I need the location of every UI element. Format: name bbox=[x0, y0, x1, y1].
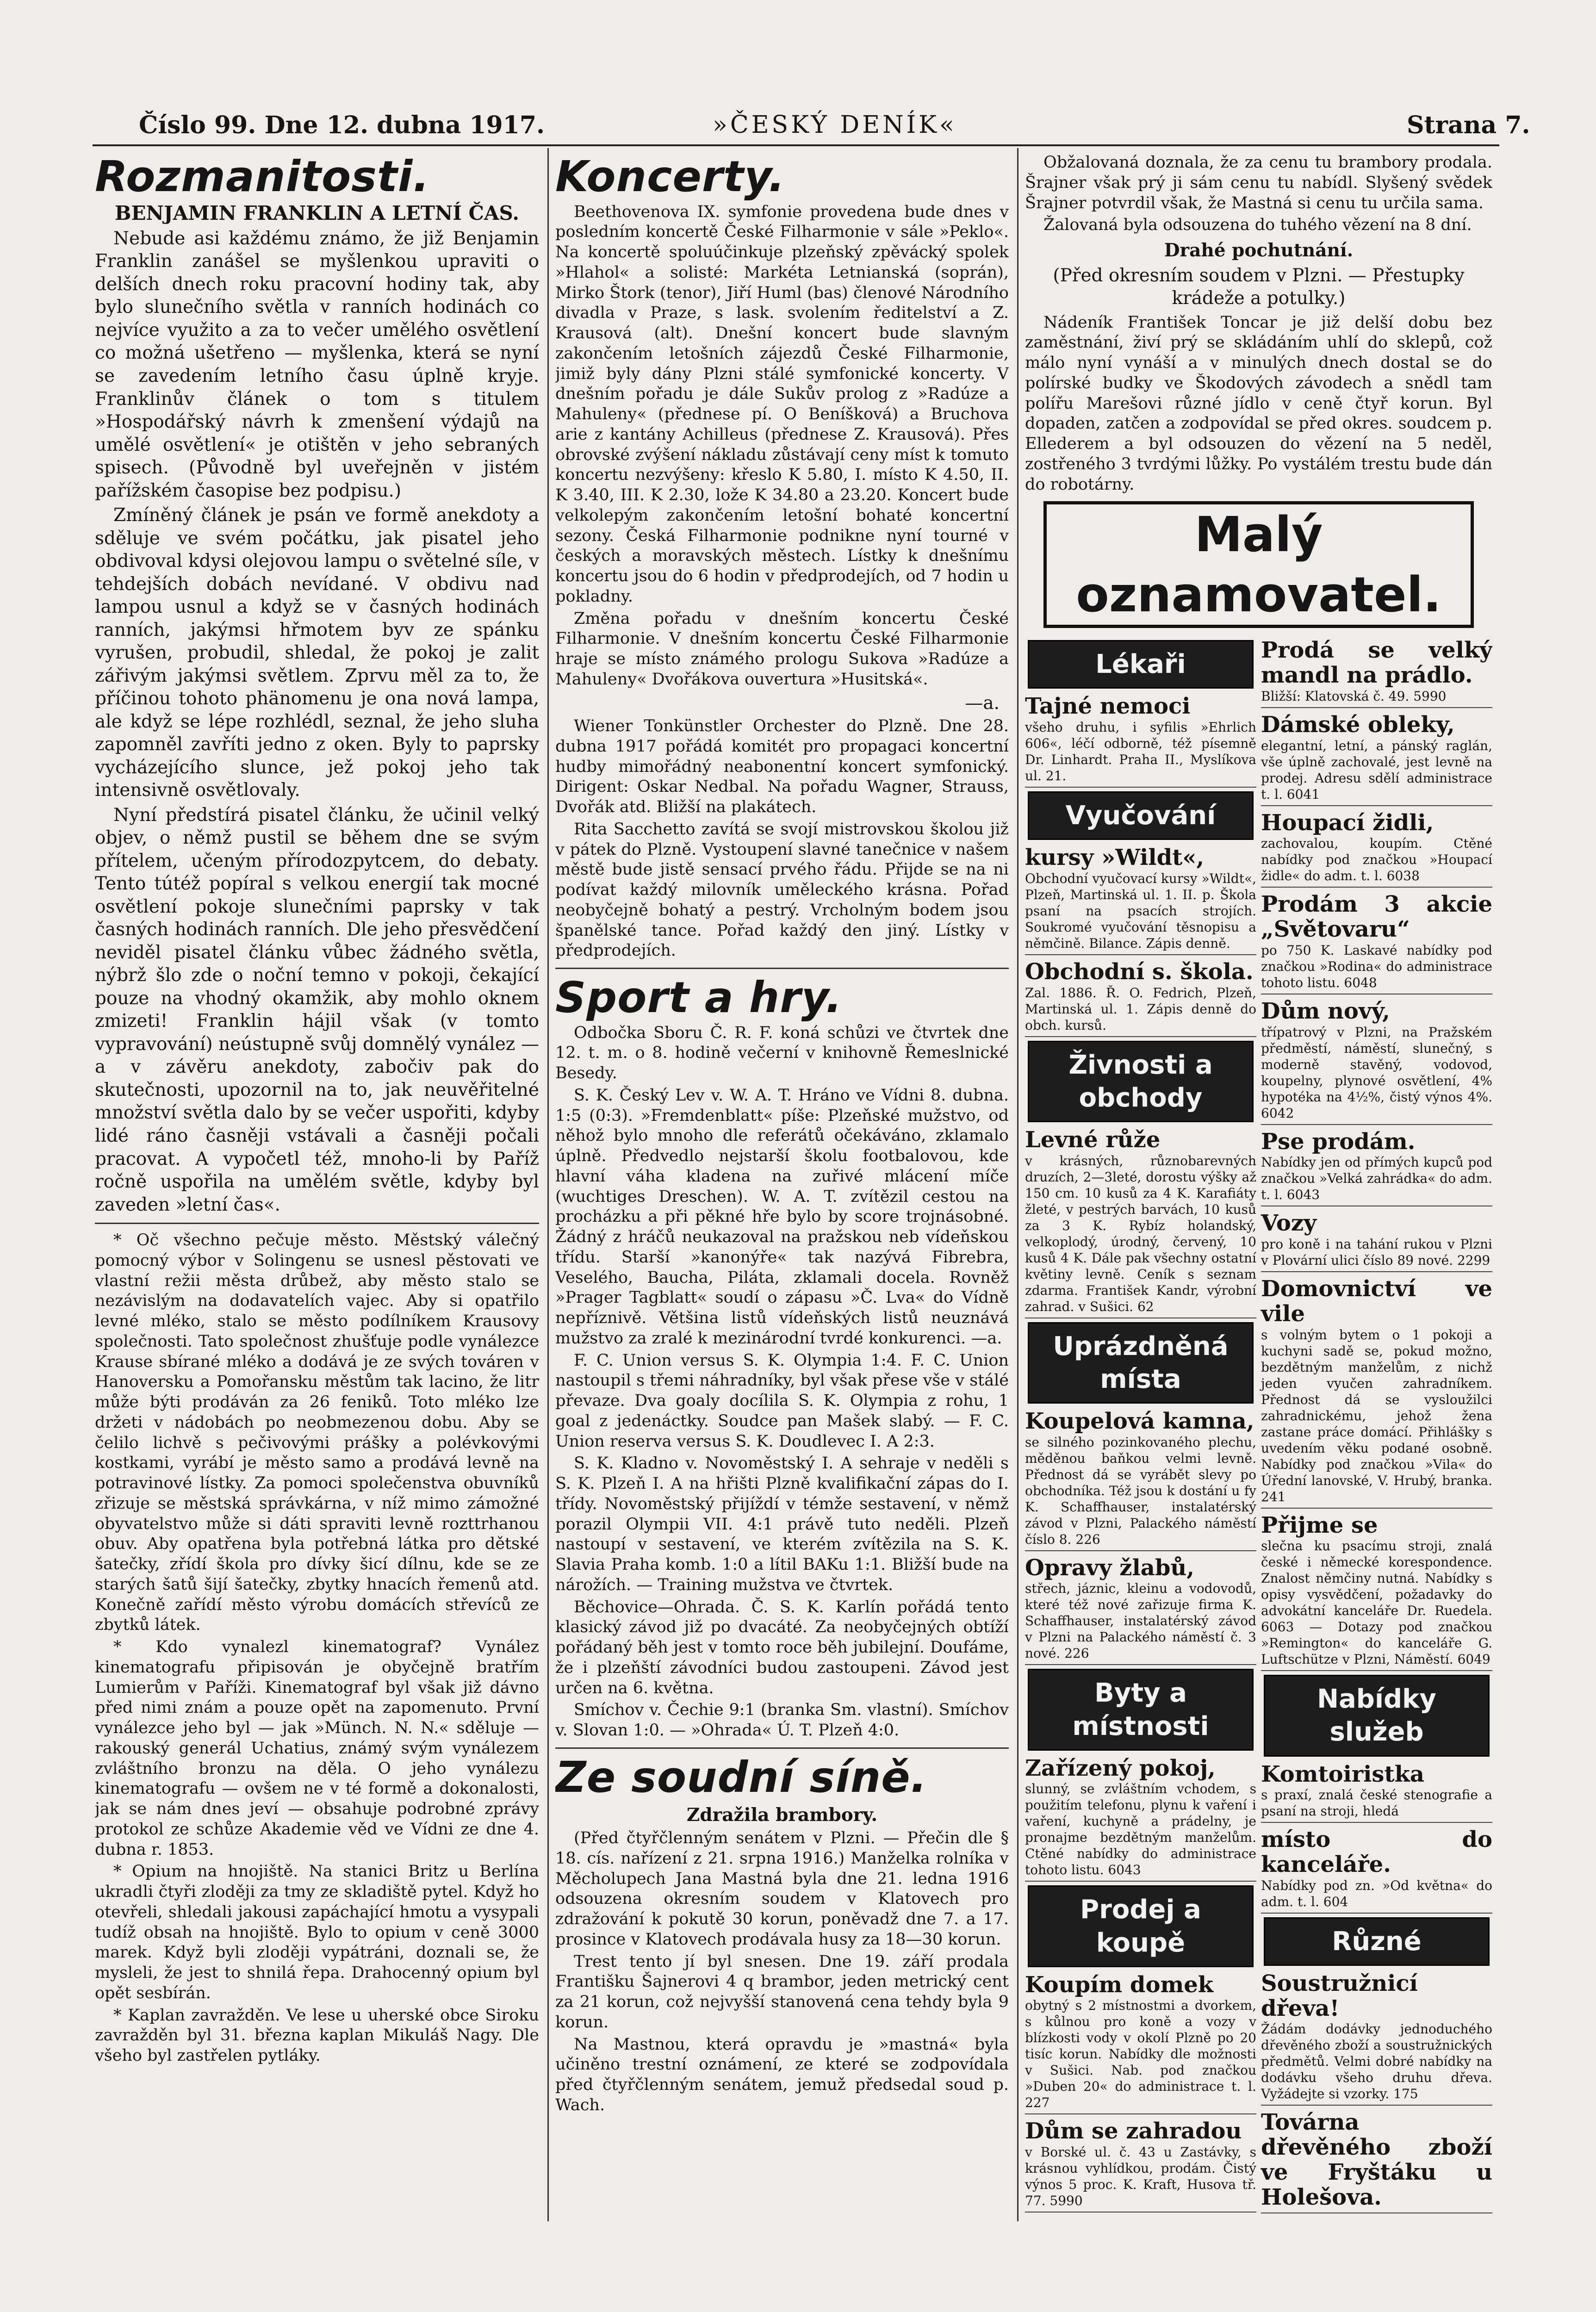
newspaper-title: »ČESKÝ DENÍK« bbox=[713, 111, 957, 139]
classified-ad-text: všeho druhu, i syfilis »Ehrlich 606«, léčí odborně, též písemně Dr. Linhardt. Praha II., Myslíkova ul. 21. bbox=[1025, 720, 1256, 784]
classified-ad-headline: Prodá se velký mandl na prádlo. bbox=[1261, 637, 1492, 689]
article-paragraph: Nebude asi každému známo, že již Benjamin Franklin zanášel se myšlenkou upraviti o delších dnech roku pracovní hodiny tak, aby bylo slunečního světla v ranních hodinách co nejvíce využito a za to večer umělého osvětlení co možná ušetřeno — myšlenka, která se nyní se zavedením letního času úplně kryje. Franklinův článek o tom s titulem »Hospodářský návrh k zmenšení výdajů na umělé osvětlení« je otištěn v jeho sebraných spisech. (Původně byl uveřejněn v jistém pařížském časopise bez podpisu.) bbox=[95, 228, 539, 501]
classified-ad-headline: Dámské obleky, bbox=[1261, 711, 1455, 738]
classified-ad-text: zachovalou, koupím. Ctěné nabídky pod značkou »Houpací židle« do adm. t. l. 6038 bbox=[1261, 836, 1492, 884]
classified-category-header: Různé bbox=[1264, 1917, 1490, 1966]
classified-category-header: Vyučování bbox=[1028, 791, 1254, 840]
classified-ad bbox=[1025, 1554, 1256, 1666]
sport-paragraph: S. K. Kladno v. Novoměstský I. A sehraje v neděli s S. K. Plzeň I. A na hřišti Plzně kvalifikační zápas do I. třídy. Novoměstský přijíždí v témže sestavení, v němž porazil Olympii VII. 4:1 právě tuto neděli. Plzeň nastoupí v sestavení, ve kterém zvítězila na S. K. Slavia Praha komb. 1:0 a lítil BAKu 1:1. Bližší bude na nárožích. — Training mužstva ve čtvrtek. bbox=[555, 1454, 1009, 1594]
classified-ad-headline: Zařízený pokoj, bbox=[1025, 1755, 1216, 1781]
classified-ad bbox=[1261, 1826, 1492, 1914]
classified-ad-headline: místo do kanceláře. bbox=[1261, 1827, 1492, 1878]
classified-ad-headline: Opravy žlabů, bbox=[1025, 1554, 1195, 1581]
sport-paragraph: Odbočka Sboru Č. R. F. koná schůzi ve čtvrtek dne 12. t. m. o 8. hodině večerní v knihovně Řemeslnické Besedy. bbox=[555, 1023, 1009, 1083]
header-rule bbox=[93, 144, 1499, 146]
classified-ad bbox=[1261, 1760, 1492, 1823]
classified-ad bbox=[1261, 1511, 1492, 1672]
news-note: * Oč všechno pečuje město. Městský válečný pomocný výbor v Solingenu se usnesl pěstovati ve vlastní režii města drůbež, aby město stalo se nezávislým na dodavatelích vajec. Aby si opatřilo levné mléko, stalo se město podílníkem Krausovy společnosti. Tato společnost zhušťuje podle vynálezce Krause sbírané mléko a dodává je ze svých továren v Hanoversku a Pomořansku městům tak lacino, že litr může býti prodáván za 26 feniků. Toto mléko lze držeti v nádobách po neobmezenou dobu. Aby se čelilo lichvě s pečivovými prášky a polévkovými kostkami, vyrábí je město samo a prodává levně na potravinové lístky. Za pomoci společenstva obuvníků zřizuje se městská správkárna, v níž mimo zámožné obyvatelstvo může si dáti spraviti levně rozttrhanou obuv. Aby opatřena byla potřebná látka pro dětské šatečky, zřídí škola pro dívky šicí dílnu, kde se ze starých šatů šijí šatečky, zbytky hnacích řemenů atd. Konečně zařídí město výrobu domácích střevíců ze zbytků látek. bbox=[95, 1231, 539, 1635]
classified-category-header: Lékaři bbox=[1028, 640, 1254, 689]
classified-ad-headline: Dům nový, bbox=[1261, 998, 1390, 1024]
court-paragraph: Obžalovaná doznala, že za cenu tu brambory prodala. Šrajner však prý ji sám cenu tu nabídl. Slyšený svědek Šrajner potvrdil však, že Mastná si cenu tu určila sama. bbox=[1025, 153, 1492, 212]
classified-ad bbox=[1025, 1754, 1256, 1882]
section-title-koncerty: Koncerty. bbox=[555, 153, 785, 201]
classifieds-grid bbox=[1025, 636, 1492, 2216]
classified-ad bbox=[1261, 890, 1492, 994]
section-title-soudni-sin: Ze soudní síně. bbox=[555, 1752, 927, 1802]
court-paragraph: Trest tento jí byl snesen. Dne 19. září prodala Františku Šajnerovi 4 q brambor, jeden metrický cent za 21 korun, což nejvyšší stanovená cena tehdy byla 9 korun. bbox=[555, 1952, 1009, 2032]
classified-ad-text: v krásných, různobarevných druzích, 2—3leté, dorostu výšky až 150 cm. 10 kusů za 4 K. Karafiáty žleté, v pestrých barvách, 10 kusů za 3 K. Rybíz holandský, velkoplodý, úrodný, červený, 10 kusů 4 K. Dále pak všechny ostatní květiny levně. Ceník s seznam zdarma. František Kandr, výrobní zahrad. v Sušici. 62 bbox=[1025, 1153, 1256, 1314]
author-signature: —a. bbox=[965, 692, 1000, 714]
classified-ad-text: střech, jáznic, kleinu a vodovodů, které též nové zařizuje firma K. Schaffhauser, instalatérský závod v Plzni na Palackého náměstí č. 3 nové. 226 bbox=[1025, 1581, 1256, 1661]
sport-paragraph: F. C. Union versus S. K. Olympia 1:4. F. C. Union nastoupil s třemi náhradníky, byl však přese vše v stálé převaze. Dva goaly docílila S. K. Olympia z rohu, 1 goal z jedenáctky. Soudce pan Mašek slabý. — F. C. Union reserva versus S. K. Doudlevec I. A 2:3. bbox=[555, 1351, 1009, 1451]
court-paragraph: Nádeník František Toncar je již delší dobu bez zaměstnání, živí prý se skládáním uhlí do sklepů, což málo nyní vynáší a v minulých dnech dostal se do polírské budky ve Škodových závodech a snědl tam polířu Marešovi různé jídlo v ceně čtyř korun. Byl dopaden, zatčen a zodpovídal se před okres. soudcem p. Ellederem a byl odsouzen do vězení na 5 neděl, zostřeného 3 tvrdými lůžky. Po vystálém trestu bude dán do robotárny. bbox=[1025, 313, 1492, 494]
divider bbox=[555, 1747, 1009, 1749]
classified-ad bbox=[1261, 1209, 1492, 1272]
classified-ad bbox=[1025, 1407, 1256, 1551]
classified-ad-headline: Dům se zahradou bbox=[1025, 2118, 1242, 2144]
classified-ad bbox=[1261, 1970, 1492, 2106]
classified-ad bbox=[1025, 958, 1256, 1037]
sport-paragraph: S. K. Český Lev v. W. A. T. Hráno ve Vídni 8. dubna. 1:5 (0:3). »Fremdenblatt« píše: Plzeňské mužstvo, od něhož bylo mnoho dle referátů očekáváno, zklamalo úplně. Předvedlo nejstarší školu footbalovou, kde hlavní váha kladena na zuřivé mlácení míče (wuchtiges Dreschen). W. A. T. zvítězil cestou na procházku a při pěkné hře bylo by score trojnásobné. Žádný z hráčů neukazoval na pražskou neb vídeňskou třídu. Starší »kanonýře« tak nazývá Fibrebra, Veselého, Baucha, Piláta, zklamali docela. Rovněž »Prager Tagblatt« soudí o zápasu »Č. Lva« do Vídně nepříznivě. Většina listů vídeňských listů neuznává mužstvo za zralé k mezinárodní tvrdé konkurenci. —a. bbox=[555, 1086, 1009, 1348]
classified-ad bbox=[1261, 711, 1492, 806]
classified-ad-text: třípatrový v Plzni, na Pražském předměstí, náměstí, slunečný, s moderně stavěný, vodovod, koupelny, plynové osvětlení, 4% hypotéka na 4½%, čistý výnos 4%. 6042 bbox=[1261, 1024, 1492, 1121]
classified-category-header: Prodej a koupě bbox=[1028, 1885, 1254, 1967]
classifieds-banner: Malý oznamovatel. bbox=[1043, 501, 1474, 628]
page-header bbox=[139, 111, 1530, 143]
classified-ad bbox=[1261, 1275, 1492, 1509]
article-headline-franklin: BENJAMIN FRANKLIN A LETNÍ ČAS. bbox=[114, 201, 520, 224]
classified-ad-headline: Pse prodám. bbox=[1261, 1128, 1416, 1155]
classified-ad-headline: Továrna dřevěného zboží ve Fryštáku u Holešova. bbox=[1261, 2109, 1492, 2210]
classified-ad-text: obytný s 2 místnostmi a dvorkem, s kůlnou pro koně a vozy v blízkosti vody v okolí Plzně po 20 tisíc korun. Nabídky dle možnosti v Sušici. Nab. pod značkou »Duben 20« do administrace t. l. 227 bbox=[1025, 1998, 1256, 2111]
issue-number-date: Číslo 99. Dne 12. dubna 1917. bbox=[139, 111, 545, 139]
court-case-subtitle: (Před okresním soudem v Plzni. — Přestupky krádeže a potulky.) bbox=[1053, 265, 1465, 309]
page-number: Strana 7. bbox=[1407, 111, 1530, 139]
classified-ad-headline: Komtoiristka bbox=[1261, 1761, 1424, 1787]
classified-ad-text: Žádám dodávky jednoduchého dřevěného zboží a soustružnických předmětů. Velmi dobré nabídky na dodávku všeho druhu dřeva. Vyžádejte si vzorky. 175 bbox=[1261, 2021, 1492, 2102]
classified-ad bbox=[1025, 1126, 1256, 1318]
classified-ad bbox=[1261, 636, 1492, 708]
column-divider-1 bbox=[547, 148, 549, 2221]
classified-ad-headline: Domovnictví ve vile bbox=[1261, 1276, 1492, 1327]
classified-ad bbox=[1261, 1128, 1492, 1207]
classified-ad-headline: Tajné nemoci bbox=[1025, 693, 1191, 720]
divider bbox=[95, 1223, 539, 1224]
court-paragraph: Žalovaná byla odsouzena do tuhého vězení na 8 dní. bbox=[1043, 216, 1472, 235]
classified-ad-text: Obchodní vyučovací kursy »Wildt«, Plzeň, Martinská ul. 1. II. p. Škola psaní na psacích strojích. Soukromé vyučování těsnopisu a němčině. Bilance. Zápis denně. bbox=[1025, 871, 1256, 951]
news-note: * Kaplan zavražděn. Ve lese u uherské obce Siroku zavražděn byl 31. března kaplan Mikuláš Nagy. Dle všeho byl zastřelen pytláky. bbox=[95, 2006, 539, 2065]
classified-ad bbox=[1025, 2117, 1256, 2213]
classified-ad bbox=[1025, 692, 1256, 788]
classified-ad-text: v Borské ul. č. 43 u Zastávky, s krásnou vyhlídkou, prodám. Čistý výnos 5 proc. K. Kraft, Husova tř. 77. 5990 bbox=[1025, 2144, 1256, 2209]
classified-ad bbox=[1261, 809, 1492, 888]
classified-ad-headline: Obchodní s. škola. bbox=[1025, 959, 1254, 985]
classified-category-header: Byty a místnosti bbox=[1028, 1669, 1254, 1750]
divider bbox=[555, 968, 1009, 969]
classified-ad-text: po 750 K. Laskavé nabídky pod značkou »Rodina« do administrace tohoto listu. 6048 bbox=[1261, 942, 1492, 990]
classified-ad-text: Nabídky pod zn. »Od května« do adm. t. l. 604 bbox=[1261, 1877, 1492, 1909]
classified-ad bbox=[1025, 844, 1256, 955]
concert-paragraph: Wiener Tonkünstler Orchester do Plzně. Dne 28. dubna 1917 pořádá komitét pro propagaci koncertní hudby mimořádný neabonentní koncert symfonický. Dirigent: Oskar Nedbal. Na pořadu Wagner, Strauss, Dvořák atd. Bližší na plakátech. bbox=[555, 717, 1009, 817]
court-paragraph: Na Mastnou, která opravdu je »mastná« byla učiněno trestní oznámení, ze které se zodpovídala před čtyřčlenným senátem, jemuž předsedal soud p. Wach. bbox=[555, 2035, 1009, 2114]
classified-category-header: Živnosti a obchody bbox=[1028, 1041, 1254, 1122]
classified-ad-text: Bližší: Klatovská č. 49. 5990 bbox=[1261, 688, 1447, 704]
classified-ad-headline: Levné růže bbox=[1025, 1126, 1161, 1153]
classified-ad-headline: Houpací židli, bbox=[1261, 809, 1434, 836]
classified-ad-text: se silného pozinkovaného plechu, měděnou baňkou velmi levně. Přednost dá se vyrábět slevy po obchodníka. Též jsou k dostání u fy K. Schaffhauser, instalatérský závod v Plzni, Palackého náměstí číslo 8. 226 bbox=[1025, 1434, 1256, 1547]
column-koncerty-sport bbox=[555, 153, 1009, 2221]
classified-ad-headline: Přijme se bbox=[1261, 1512, 1378, 1538]
classified-ad bbox=[1261, 2108, 1492, 2213]
classified-ad bbox=[1261, 997, 1492, 1125]
article-paragraph: Nyní předstírá pisatel článku, že učinil velký objev, o němž pustil se během dne se svým přítelem, učeným přírodozpytcem, do debaty. Tento tútéž popíral s velkou energií tak mocné osvětlení pokoje slunečními paprsky v tak časných hodinách ranních. Dle jeho přesvědčení neviděl pisatel článku vůbec žádného světla, nýbrž šlo zde o noční temno v pokoji, čekající pouze na vhodný okamžik, aby mohlo oknem zmizeti! Franklin hájil však (v tomto vypravování) neústupně svůj domnělý vynález — a v závěru anekdoty, zabočiv pak do skutečnosti, upozornil na to, jak neuvěřitelné množství světla dalo by se večer uspořiti, kdyby lidé ráno časněji vstávali a časněji počali pracovat. A vypočetl též, mnoho-li by Paříž ročně uspořila na umělém světle, kdyby byl zaveden »letní čas«. bbox=[95, 804, 539, 1215]
classified-ad-text: s volným bytem o 1 pokoji a kuchyni sadě se, pokud možno, bezdětným manželům, z nichž jeden vyučen zahradníkem. Přednost dá se vysloužilci zahradnickému, jehož žena zastane práce domácí. Přihlášky s uvedením věku podané osobně. Nabídky pod značkou »Vila« do Úřední lanovské, V. Hrubý, branka. 241 bbox=[1261, 1327, 1492, 1504]
classified-ad-headline: kursy »Wildt«, bbox=[1025, 845, 1205, 871]
concert-paragraph: Beethovenova IX. symfonie provedena bude dnes v posledním koncertě České Filharmonie v sále »Peklo«. Na koncertě spoluúčinkuje plzeňský zpěvácký spolek »Hlahol« a solisté: Markéta Letnianská (soprán), Mirko Štork (tenor), Jiří Huml (bas) členové Národního divadla v Praze, s lask. svolením ředitelství a Z. Krausová (alt). Dnešní koncert bude slavným zakončením letošních zájezdů České Filharmonie, jimiž byly dány Plzni stálé symfonické koncerty. V dnešním pořadu je dále Sukův prolog z »Radúze a Mahuleny« (přednese pí. O Beníšková) a Bruchova arie z kantány Achilleus (přednese Z. Krausová). Přes obrovské zvýšení nákladu zůstávají ceny míst k tomuto koncertu nezvýšeny: křeslo K 5.80, I. místo K 4.50, II. K 3.40, III. K 2.30, lože K 34.80 a 23.20. Koncert bude velkolepým zakončením letošní bohaté koncertní sezony. Česká Filharmonie podnikne nyní tourné v českých a moravských městech. Lístky k dnešnímu koncertu jsou do 6 hodin v předprodejích, od 7 hodin u pokladny. bbox=[555, 202, 1009, 606]
classified-ad-text: slunný, se zvláštním vchodem, s použitím telefonu, plynu k vaření i vaření, kuchyně a prádelny, je pronajme bezdětným manželům. Ctěné nabídky do administrace tohoto listu. 6043 bbox=[1025, 1781, 1256, 1878]
sport-paragraph: Smíchov v. Čechie 9:1 (branka Sm. vlastní). Smíchov v. Slovan 1:0. — »Ohrada« Ú. T. Plzeň 4:0. bbox=[555, 1701, 1009, 1740]
news-note: * Opium na hnojiště. Na stanici Britz u Berlína ukradli čtyři zloději za tmy ze skladiště pytel. Když ho otevřeli, shledali jakousi zapáchající hmotu a vysypali tudíž obsah na hnojiště. Bylo to opium v ceně 3000 marek. Když byli zloději vypátráni, doznali se, že mysleli, že jest to shnilá řepa. Drahocenný opium byl opět sesbírán. bbox=[95, 1862, 539, 2002]
column-court-ads bbox=[1025, 153, 1492, 2221]
news-note: * Kdo vynalezl kinematograf? Vynález kinematografu připisován je obyčejně bratřím Lumierům v Paříži. Kinematograf byl však již dávno před nimi znám a pouze opět na zapomenuto. První vynálezce jeho byl — jak »Münch. N. N.« sděluje — rakouský generál Uchatius, známý svým vynálezem zvláštního bronzu na děla. O jeho vynálezu kinematografu — ovšem ne v té formě a dokonalosti, jak se nám dnes jeví — obsahuje podrobné zprávy protokol ze schůze Akademie věd ve Vídni ze dne 4. dubna r. 1853. bbox=[95, 1638, 539, 1859]
classified-ad-headline: Koupím domek bbox=[1025, 1971, 1214, 1998]
classified-ad-headline: Vozy bbox=[1261, 1210, 1317, 1237]
classified-ad-text: Zal. 1886. Ř. O. Fedrich, Plzeň, Martinská ul. 1. Zápis denně do obch. kursů. bbox=[1025, 985, 1256, 1033]
column-divider-2 bbox=[1017, 148, 1018, 2221]
classified-category-header: Nabídky služeb bbox=[1264, 1675, 1490, 1756]
court-case-headline: Zdražila brambory. bbox=[686, 1804, 878, 1826]
classified-ad-text: elegantní, letní, a pánský raglán, vše úplně zachovalé, jest levně na prodej. Adresu sdělí administrace t. l. 6041 bbox=[1261, 738, 1492, 802]
classifieds-right-column bbox=[1261, 636, 1492, 2216]
concert-paragraph: Změna pořadu v dnešním koncertu České Filharmonie. V dnešním koncertu České Filharmonie hraje se místo známého prologu Sukova »Radúze a Mahuleny« Dvořákova ouvertura »Husitská«. bbox=[555, 609, 1009, 689]
classified-ad-text: s praxí, znalá české stenografie a psaní na stroji, hledá bbox=[1261, 1787, 1492, 1819]
classified-ad-headline: Soustružnicí dřeva! bbox=[1261, 1970, 1418, 2021]
sport-paragraph: Běchovice—Ohrada. Č. S. K. Karlín pořádá tento klasický závod již po dvacáté. Za neobyčejných obtíží pořádaný běh jest v tomto roce běh jubilejní. Doufáme, že i plzeňští závodníci budou zastoupeni. Závod jest určen na 6. května. bbox=[555, 1597, 1009, 1697]
section-title-sport: Sport a hry. bbox=[555, 973, 843, 1023]
classified-category-header: Uprázdněná místa bbox=[1028, 1322, 1254, 1404]
classified-ad-headline: Koupelová kamna, bbox=[1025, 1408, 1254, 1434]
classified-ad-headline: Prodám 3 akcie „Světovaru“ bbox=[1261, 891, 1492, 943]
article-paragraph: Zmíněný článek je psán ve formě anekdoty a sděluje ve svém počátku, jak pisatel jeho obdivoval kdysi olejovou lampu o světelné síle, v tehdejších dobách nevídané. V obdivu nad lampou usnul a když se v časných hodinách ranních, jakýmsi hřmotem byv ze spánku vyrušen, probudil, shledal, že pokoj je zalit zářivým jakýmsi světlem. Zprvu měl za to, že příčinou tohoto phänomenu je ona nová lampa, ale když se lépe rozhlédl, seznal, že jeho sluha zapomněl zavříti jedno z oken. Byly to paprsky vycházejícího slunce, jež pokoj jeho tak intensivně osvětlovaly. bbox=[95, 505, 539, 801]
classified-ad-text: slečna ku psacímu stroji, znalá české i německé korespondence. Znalost němčiny nutná. Nabídky s opisy vysvědčení, požadavky do advokátní kanceláře Dr. Ruedela. 6063 — Dotazy pod značkou »Remington« do kanceláře G. Luftschütze v Plzni, Náměstí. 6049 bbox=[1261, 1538, 1492, 1667]
concert-paragraph: Rita Sacchetto zavítá se svojí mistrovskou školou již v pátek do Plzně. Vystoupení slavné tanečnice v našem městě bude jistě sensací prvého řádu. Přijde se na ni podívat každý milovník uměleckého krásna. Pořad neobyčejně bohatý a pestrý. Vrcholným bodem jsou španělské tance. Pořad každý den jiný. Lístky v předprodejích. bbox=[555, 820, 1009, 960]
classified-ad-text: pro koně i na tahání rukou v Plzni v Plovární ulici číslo 89 nové. 2299 bbox=[1261, 1237, 1492, 1268]
court-case-headline: Drahé pochutnání. bbox=[1164, 240, 1354, 261]
court-paragraph: (Před čtyřčlenným senátem v Plzni. — Přečin dle § 18. cís. nařízení z 21. srpna 1916.) Manželka rolníka v Měcholupech Jana Mastná byla dne 21. ledna 1916 odsouzena okresním soudem v Klatovech pro zdražování k pokutě 30 korun, poněvadž dne 7. a 17. prosince v Klatovech prodávala husy za 18—30 korun. bbox=[555, 1829, 1009, 1949]
classified-ad-text: Nabídky jen od přímých kupců pod značkou »Velká zahrádka« do adm. t. l. 6043 bbox=[1261, 1155, 1492, 1203]
section-title-rozmanitosti: Rozmanitosti. bbox=[95, 153, 430, 201]
classified-ad bbox=[1025, 1971, 1256, 2115]
column-rozmanitosti bbox=[95, 153, 539, 2221]
classifieds-left-column bbox=[1025, 636, 1256, 2216]
